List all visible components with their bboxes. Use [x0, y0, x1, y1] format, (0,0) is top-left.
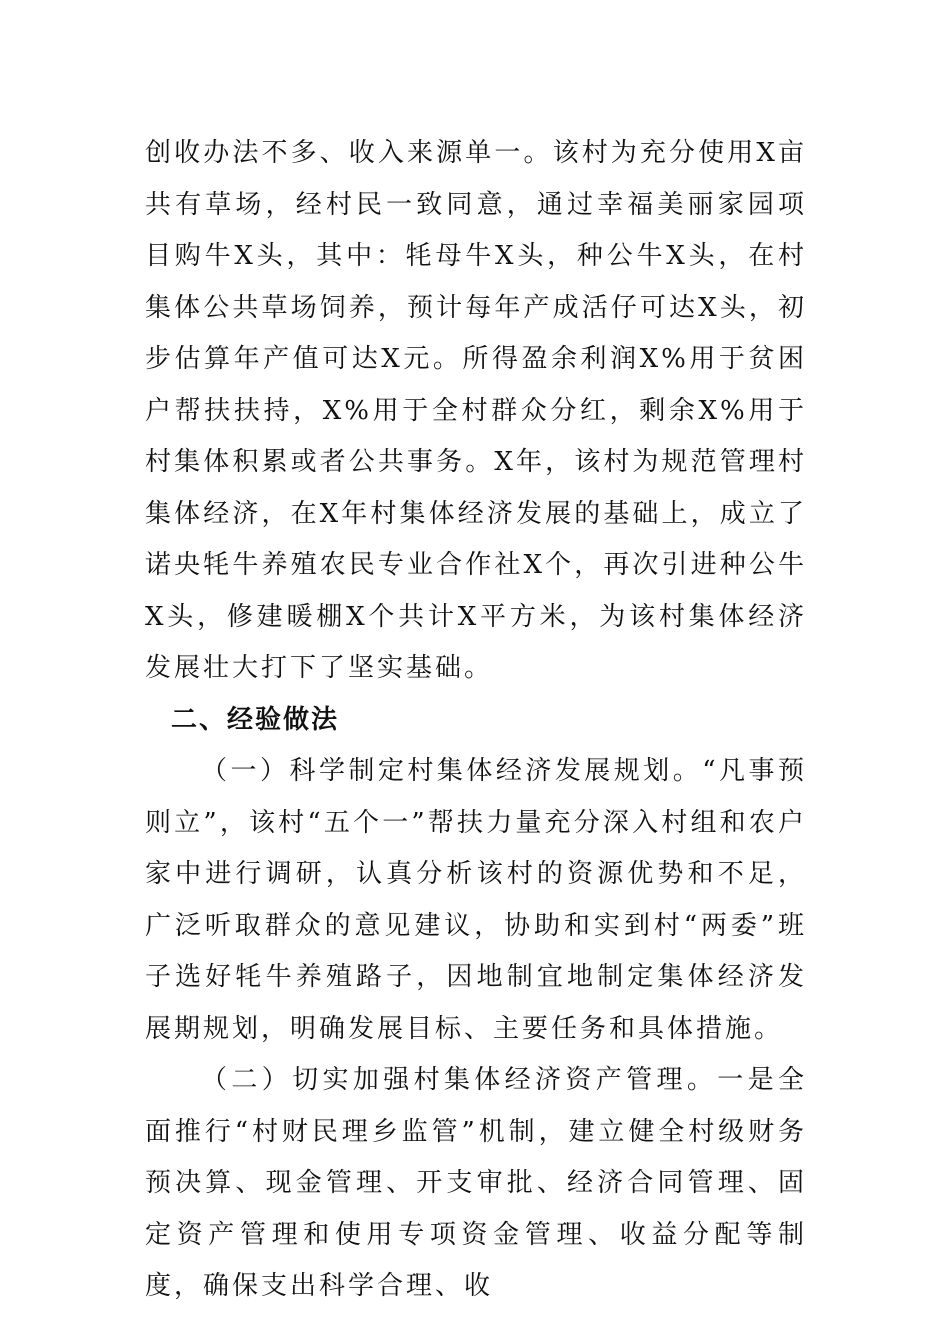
- document-body: [145, 128, 807, 1313]
- paragraph-continued: 创收办法不多、收入来源单一。该村为充分使用X亩共有草场，经村民一致同意，通过幸福美丽家园项目购牛X头，其中：牦母牛X头，种公牛X头，在村集体公共草场饲养，预计每年产成活仔可达X头，初步估算年产值可达X元。所得盈余利润X%用于贫困户帮扶扶持，X%用于全村群众分红，剩余X%用于村集体积累或者公共事务。X年，该村为规范管理村集体经济，在X年村集体经济发展的基础上，成立了诺央牦牛养殖农民专业合作社X个，再次引进种公牛X头，修建暖棚X个共计X平方米，为该村集体经济发展壮大打下了坚实基础。: [145, 138, 807, 683]
- paragraph-planning: （一）科学制定村集体经济发展规划。“凡事预则立”，该村“五个一”帮扶力量充分深入村组和农户家中进行调研，认真分析该村的资源优势和不足，广泛听取群众的意见建议，协助和实到村“两委”班子选好牦牛养殖路子，因地制宜地制定集体经济发展期规划，明确发展目标、主要任务和具体措施。: [145, 756, 807, 1044]
- section-heading: 二、经验做法: [171, 704, 340, 735]
- paragraph-asset-management: （二）切实加强村集体经济资产管理。一是全面推行“村财民理乡监管”机制，建立健全村级财务预决算、现金管理、开支审批、经济合同管理、固定资产管理和使用专项资金管理、收益分配等制度，确保支出科学合理、收: [145, 1065, 807, 1301]
